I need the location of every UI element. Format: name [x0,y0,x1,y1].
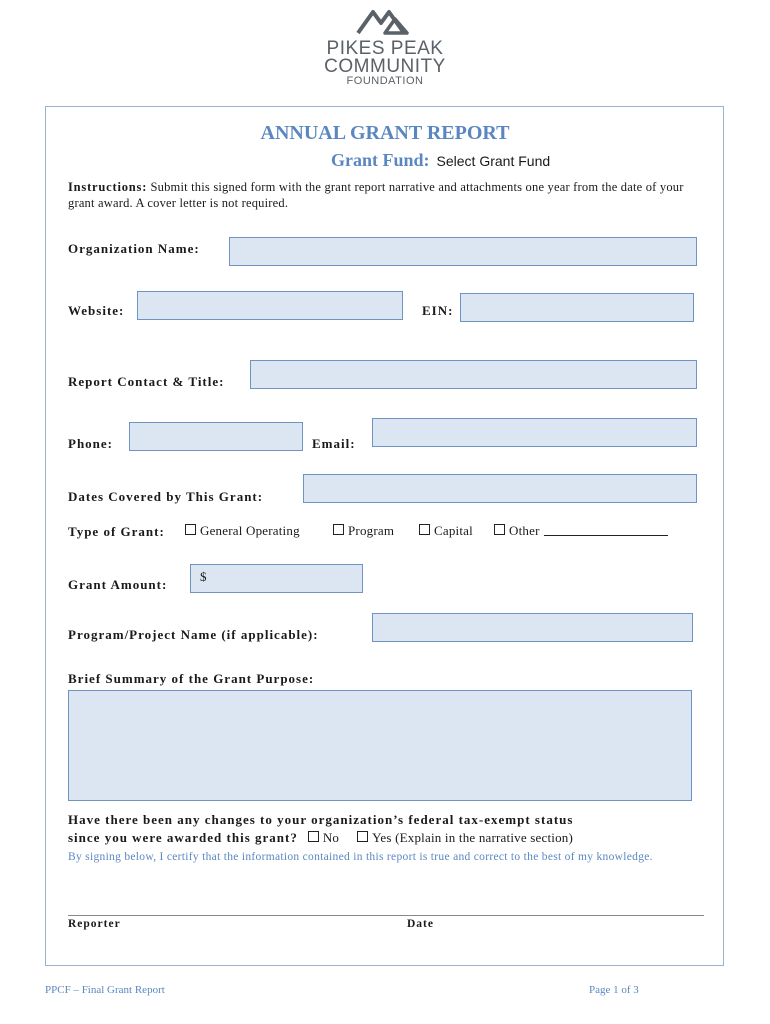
logo-text-line1: PIKES PEAK [326,38,444,59]
option-label: Other [509,523,540,538]
other-specify-line[interactable] [544,525,668,536]
option-label: Program [348,523,395,538]
tax-status-question-line1: Have there been any changes to your organization’s federal tax-exempt status [68,812,574,827]
grant-type-label: Type of Grant: [68,524,165,539]
logo-text-line3: FOUNDATION [346,75,424,87]
reporter-label: Reporter [68,918,121,930]
checkbox-icon[interactable] [494,524,505,535]
option-label: Capital [434,523,473,538]
footer-page-number: Page 1 of 3 [589,984,639,996]
grant-fund-label: Grant Fund: [331,150,430,170]
foundation-logo-icon [355,6,415,36]
tax-status-yes[interactable] [357,830,573,845]
report-contact-field[interactable] [250,360,697,389]
instructions [68,179,688,211]
website-field[interactable] [137,291,403,320]
grant-amount-field[interactable]: $ [190,564,363,593]
grant-type-program[interactable] [333,523,394,539]
grant-fund-row [331,150,550,171]
organization-name-label: Organization Name: [68,241,200,256]
checkbox-icon[interactable] [419,524,430,535]
option-label: No [322,830,340,845]
dates-covered-label: Dates Covered by This Grant: [68,489,264,504]
option-label: Yes (Explain in the narrative section) [372,830,574,845]
checkbox-icon[interactable] [357,831,368,842]
signature-line [68,915,704,916]
ein-field[interactable] [460,293,694,322]
summary-label: Brief Summary of the Grant Purpose: [68,671,315,686]
summary-textarea[interactable] [68,690,692,801]
tax-status-question-line2: since you were awarded this grant? [68,830,298,845]
grant-fund-select[interactable]: Select Grant Fund [436,153,551,169]
grant-amount-label: Grant Amount: [68,577,168,592]
website-label: Website: [68,303,125,318]
grant-type-general-operating[interactable] [185,523,300,539]
grant-type-other[interactable] [494,523,668,539]
email-field[interactable] [372,418,697,447]
phone-field[interactable] [129,422,303,451]
tax-status-question-row [68,829,573,847]
report-contact-label: Report Contact & Title: [68,374,225,389]
option-label: General Operating [200,523,300,538]
email-label: Email: [312,436,356,451]
phone-label: Phone: [68,436,113,451]
certification-text: By signing below, I certify that the information contained in this report is true and correct to the best of my knowledge. [68,851,653,863]
instructions-text: Submit this signed form with the grant report narrative and attachments one year from the date of your grant award. A cover letter is not required. [68,180,684,210]
report-title: ANNUAL GRANT REPORT [260,122,510,144]
tax-status-no[interactable] [308,830,339,845]
program-name-label: Program/Project Name (if applicable): [68,627,319,642]
ein-label: EIN: [422,303,454,318]
program-name-field[interactable] [372,613,693,642]
grant-type-capital[interactable] [419,523,473,539]
checkbox-icon[interactable] [308,831,319,842]
organization-name-field[interactable] [229,237,697,266]
checkbox-icon[interactable] [185,524,196,535]
logo-text-line2: COMMUNITY [324,56,446,77]
dates-covered-field[interactable] [303,474,697,503]
instructions-label: Instructions: [68,180,148,194]
date-label: Date [407,918,434,930]
checkbox-icon[interactable] [333,524,344,535]
footer-left: PPCF – Final Grant Report [45,984,165,996]
